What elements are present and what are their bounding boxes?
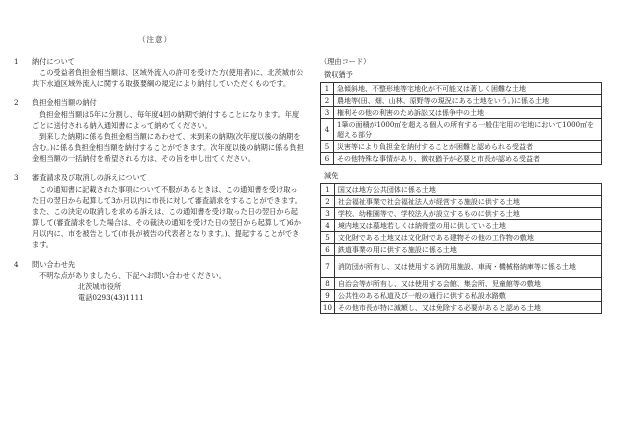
table-row (321, 141, 602, 153)
table-row (321, 184, 602, 196)
contact-phone: 電話0293(43)1111 (78, 292, 144, 302)
reason-text: 急傾斜地、不整形地等宅地化が不可能又は著しく困難な土地 (334, 83, 602, 95)
reason-code: 9 (321, 290, 335, 302)
section-number: 2 (14, 98, 19, 108)
table-row (321, 119, 602, 141)
section-heading: 納付について (32, 57, 75, 66)
section-paragraph: 不明な点がありましたら、下記へお問い合わせください。 (39, 270, 226, 280)
reason-code: 2 (321, 95, 334, 107)
table-row (321, 83, 602, 95)
reason-code: 10 (321, 302, 335, 314)
reason-code: 4 (321, 119, 334, 141)
reason-text: 消防団が所有し、又は使用する消防用施設、車両・機械格納庫等に係る土地 (334, 256, 601, 278)
reason-code: 1 (321, 83, 334, 95)
table-row (321, 290, 602, 302)
table-row (321, 256, 602, 278)
note-section-installment (14, 97, 304, 164)
deferral-table (320, 82, 602, 165)
deferral-label: 徴収猶予 (324, 70, 353, 80)
table-row (321, 220, 602, 232)
reason-code: 3 (321, 107, 334, 119)
reason-code: 1 (321, 184, 335, 196)
reason-code: 5 (321, 232, 335, 244)
reason-text: 文化財である土地又は文化財である建物その他の工作物の敷地 (334, 232, 601, 244)
section-paragraph: この受益者負担金相当額は、区域外流入の許可を受けた方(使用者)に、北茨城市公共下水道区域外流入に関する取扱要綱の規定により納付していただくものです。 (32, 68, 304, 89)
note-section-appeal (14, 172, 304, 250)
table-row (321, 95, 602, 107)
table-row (321, 153, 602, 165)
reduction-label: 減免 (324, 171, 339, 181)
reason-text: 権利その他の利害のため訴訟又は係争中の土地 (334, 107, 602, 119)
reason-code: 2 (321, 196, 335, 208)
table-row (321, 278, 602, 290)
reason-text: 境内地又は墓地若しくは納骨堂の用に供している土地 (334, 220, 601, 232)
table-row (321, 244, 602, 256)
table-row (321, 302, 602, 314)
section-heading: 問い合わせ先 (32, 259, 76, 269)
reason-text: 鉄道事業の用に供する施設に係る土地 (334, 244, 601, 256)
contact-office: 北茨城市役所 (78, 281, 122, 291)
section-heading: 負担金相当額の納付 (32, 98, 97, 108)
reason-code: 6 (321, 244, 335, 256)
reason-code: 6 (321, 153, 334, 165)
reason-text: 公共性のある私道及び一般の通行に供する私設水路敷 (334, 290, 601, 302)
section-paragraph: 負担金相当額は5年に分割し、毎年度4回の納期で納付することになります。年度ごとに送付される納入通知書によって納めてください。 (32, 109, 300, 130)
reason-codes-title: （理由コード） (320, 57, 371, 66)
note-section-payment (14, 56, 304, 89)
reason-text: その他市長が特に減額し、又は免除する必要があると認める土地 (334, 302, 601, 314)
reason-text: 農地等(田、畑、山林、原野等の現況にある土地をいう。)に係る土地 (334, 95, 602, 107)
table-row (321, 232, 602, 244)
section-number: 1 (14, 57, 19, 66)
table-row (321, 208, 602, 220)
reason-text: 社会福祉事業で社会福祉法人が経営する施設に供する土地 (334, 196, 601, 208)
notice-title: （注意） (137, 35, 173, 44)
reason-text: 災害等により負担金を納付することが困難と認められる受益者 (334, 141, 602, 153)
notes-column (14, 56, 304, 311)
section-number: 3 (14, 173, 19, 183)
section-paragraph: この通知書に記載された事項について不服があるときは、この通知書を受け取った日の翌日から起算して3か月以内に市長に対して審査請求をすることができます。また、この決定の取消しを求める訴えは、この通知書を受け取った日の翌日から起算して(審査請求をした場合は、その裁決の通知を受けた日の翌日から起算して)6か月以内に、市を被告として(市長が被告の代表者となります。)、提起することができます。 (32, 184, 302, 250)
reason-code: 4 (321, 220, 335, 232)
section-heading: 審査請求及び取消しの訴えについて (32, 173, 147, 183)
section-paragraph: 到来した納期に係る負担金相当額にあわせて、未到来の納期(次年度以後の納期を含む。)に係る負担金相当額を納付することができます。次年度以後の納期に係る負担金相当額の一括納付を希望される方は、その旨を申し出てください。 (32, 131, 304, 164)
reason-code: 8 (321, 278, 335, 290)
reason-text: 国又は地方公共団体に係る土地 (334, 184, 601, 196)
table-row (321, 196, 602, 208)
reduction-table (320, 183, 602, 314)
table-row (321, 107, 602, 119)
reason-text: その他特殊な事情があり、徴収猶予が必要と市長が認める受益者 (334, 153, 602, 165)
section-number: 4 (14, 259, 19, 269)
note-section-contact (14, 259, 304, 304)
reason-code: 3 (321, 208, 335, 220)
reason-text: 1筆の面積が1000㎡を超える個人の所有する一般住宅用の宅地において1000㎡を超える部分 (334, 119, 602, 141)
reason-code: 5 (321, 141, 334, 153)
reason-text: 自治会等が所有し、又は使用する会館、集会所、児童館等の敷地 (334, 278, 601, 290)
reason-codes-column (320, 56, 602, 319)
reason-text: 学校、幼稚園等で、学校法人が設立するものに供する土地 (334, 208, 601, 220)
reason-code: 7 (321, 256, 335, 278)
